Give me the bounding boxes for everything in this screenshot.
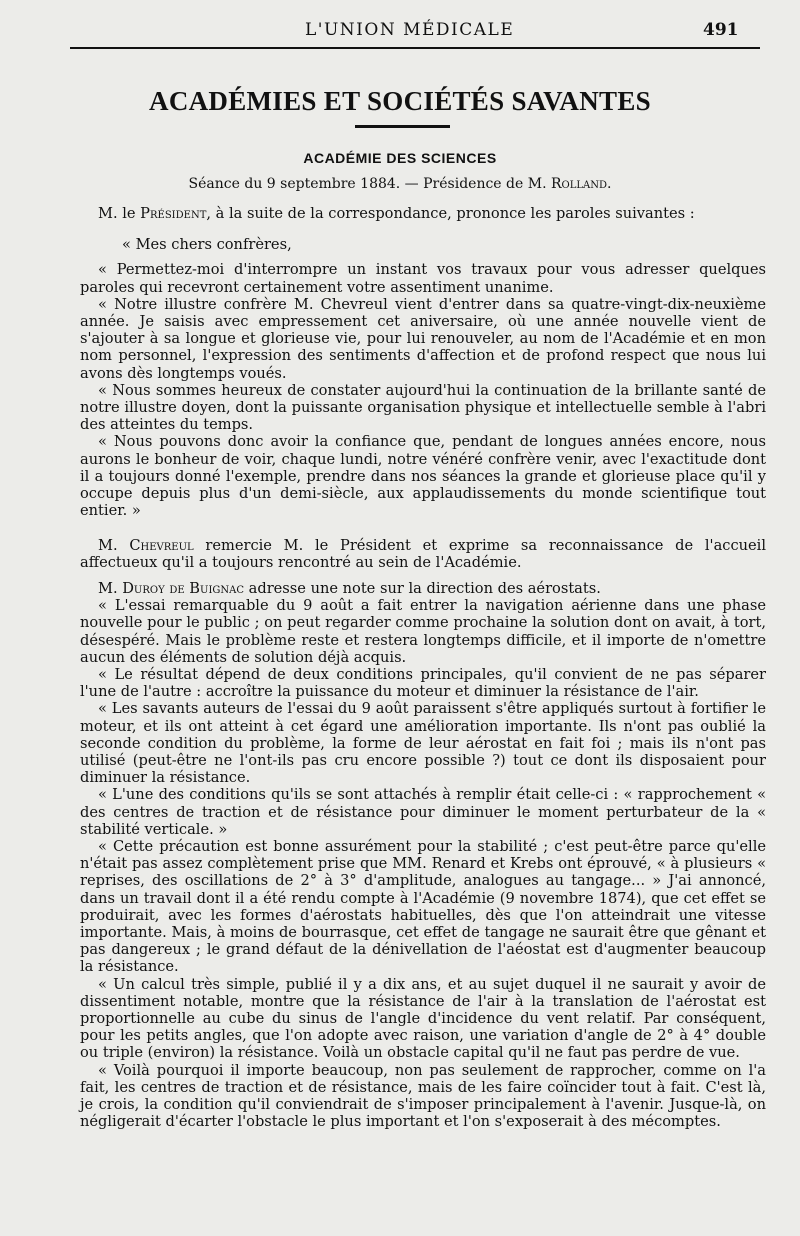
duroy-paragraph xyxy=(80,580,766,597)
chevreul-text: remercie M. le Président et exprime sa reconnaissance de l'accueil affectueux qu'il a toujours rencontré au sein de l'Académie. xyxy=(80,537,766,572)
chevreul-paragraph xyxy=(80,537,766,571)
speech-paragraph: « Nous sommes heureux de constater aujourd'hui la continuation de la brillante santé de notre illustre doyen, dont la puissante organisation physique et intellectuelle semble à l'abri des atteintes du temps. xyxy=(80,381,766,434)
intro-president: Président xyxy=(140,205,207,222)
intro-text: , à la suite de la correspondance, prononce les paroles suivantes : xyxy=(206,205,695,222)
session-line xyxy=(0,176,800,192)
note-paragraph: « Les savants auteurs de l'essai du 9 août paraissent s'être appliqués surtout à fortifier le moteur, et ils ont atteint à cet égard une amélioration importante. Ils n'ont pas oublié la seconde condition du problème, la forme de leur aérostat en fait foi ; mais ils n'ont pas utilisé (peut-être ne l'ont-ils pas cru encore possible ?) tout ce dont ils disposaient pour diminuer la résistance. xyxy=(80,700,766,787)
running-title: L'UNION MÉDICALE xyxy=(305,20,515,40)
page-number: 491 xyxy=(703,20,739,40)
section-title: ACADÉMIE DES SCIENCES xyxy=(303,150,497,166)
duroy-text: adresse une note sur la direction des aérostats. xyxy=(244,580,601,597)
speech-paragraph: « Nous pouvons donc avoir la confiance que, pendant de longues années encore, nous aurons le bonheur de voir, chaque lundi, notre vénéré confrère venir, avec l'exactitude dont il a toujours donné l'exemple, prendre dans nos séances la grande et glorieuse place qu'il y occupe depuis plus d'un demi-siècle, aux applaudissements du monde scientifique tout entier. » xyxy=(80,433,766,520)
header-rule xyxy=(70,47,760,49)
chevreul-prefix: M. xyxy=(98,537,130,554)
note-paragraph: « Voilà pourquoi il importe beaucoup, non pas seulement de rapprocher, comme on l'a fait, les centres de traction et de résistance, mais de les faire coïncider tout à fait. C'est là, je crois, la condition qu'il conviendrait de s'imposer principalement à l'avenir. Jusque-là, on négligerait d'écarter l'obstacle le plus important et l'on s'exposerait à des mécomptes. xyxy=(80,1061,766,1131)
note-paragraph: « L'une des conditions qu'ils se sont attachés à remplir était celle-ci : « rapprochement « des centres de traction et de résistance pour diminuer le moment perturbateur de la « stabilité verticale. » xyxy=(80,786,766,838)
running-head xyxy=(0,20,800,46)
speech-paragraph: « Permettez-moi d'interrompre un instant vos travaux pour vous adresser quelques paroles qui recevront certainement votre assentiment unanime. xyxy=(80,261,766,296)
chevreul-name: Chevreul xyxy=(129,537,194,554)
session-president: Rolland. xyxy=(550,176,612,192)
note-paragraph: « Le résultat dépend de deux conditions principales, qu'il convient de ne pas séparer l'une de l'autre : accroître la puissance du moteur et diminuer la résistance de l'air. xyxy=(80,666,766,701)
duroy-block xyxy=(80,580,766,1131)
note-paragraph: « L'essai remarquable du 9 août a fait entrer la navigation aérienne dans une phase nouvelle pour le public ; on peut regarder comme prochaine la solution dont on avait, à tort, désespéré. Mais le problème reste et restera longtemps difficile, et il importe de n'omettre aucun des éléments de solution déjà acquis. xyxy=(80,597,766,666)
duroy-name: Duroy de Buignac xyxy=(122,580,245,597)
intro-paragraph xyxy=(80,205,766,222)
note-paragraph: « Cette précaution est bonne assurément pour la stabilité ; c'est peut-être parce qu'elle n'était pas assez complètement prise que MM. Renard et Krebs ont éprouvé, « à plusieurs « reprises, des oscillations de 2° à 3° d'amplitude, analogues au tangage... » J'ai annoncé, dans un travail dont il a été rendu compte à l'Académie (9 novembre 1874), que cet effet se produirait, avec les formes d'aérostats habituelles, dès que l'on atteindrait une vitesse importante. Mais, à moins de bourrasque, cet effet de tangage ne saurait être que gênant et pas dangereux ; le grand défaut de la dénivellation de l'aéostat est d'augmenter beaucoup la résistance. xyxy=(80,838,766,976)
speech-paragraph: « Mes chers confrères, xyxy=(122,236,292,254)
duroy-prefix: M. xyxy=(98,580,123,597)
note-paragraph: « Un calcul très simple, publié il y a dix ans, et au sujet duquel il ne saurait y avoir de dissentiment notable, montre que la résistance de l'air à la translation de l'aérostat est proportionnelle au cube du sinus de l'angle d'incidence du vent relatif. Par conséquent, pour les petits angles, que l'on adopte avec raison, une variation d'angle de 2° à 4° double ou triple (environ) la résistance. Voilà un obstacle capital qu'il ne faut pas perdre de vue. xyxy=(80,975,766,1062)
session-date: Séance du 9 septembre 1884. — Présidence de M. xyxy=(188,176,551,192)
chevreul-block xyxy=(80,537,766,571)
speech-paragraph: « Notre illustre confrère M. Chevreul vient d'entrer dans sa quatre-vingt-dix-neuxième année. Je saisis avec empressement cet aniversaire, où une année nouvelle vient de s'ajouter à sa longue et glorieuse vie, pour lui renouveler, au nom de l'Académie et en mon nom personnel, l'expression des sentiments d'affection et de profond respect que nous lui avons dès longtemps voués. xyxy=(80,295,766,382)
main-heading: ACADÉMIES ET SOCIÉTÉS SAVANTES xyxy=(149,86,651,116)
intro-prefix: M. le xyxy=(98,205,141,222)
heading-rule xyxy=(355,125,450,128)
president-speech-block xyxy=(80,205,766,519)
